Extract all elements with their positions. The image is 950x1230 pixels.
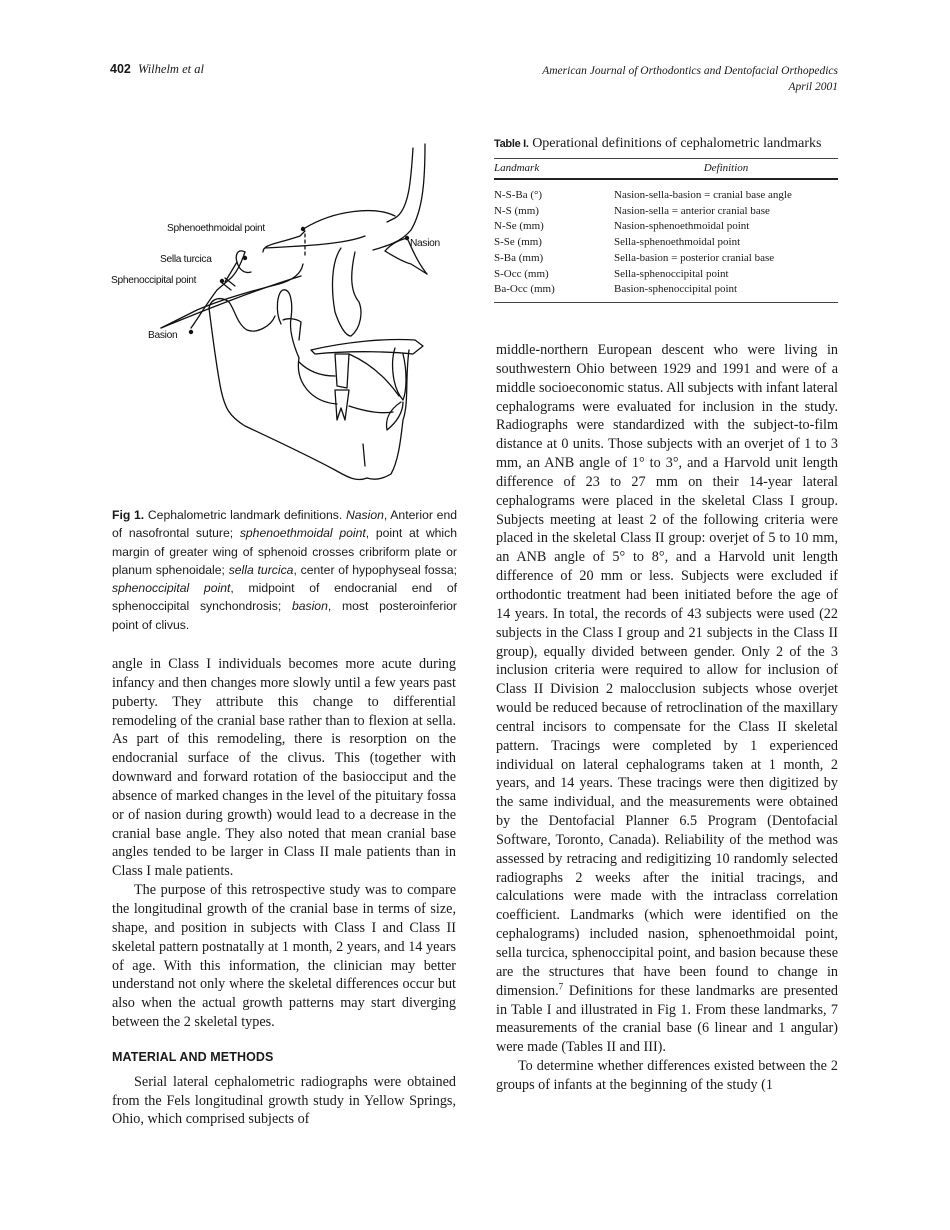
paragraph-text: middle-northern European descent who were living in southwestern Ohio between 1929 and 1991 and were of a middle socioeconomic status. All subjects with infant lateral cephalograms were evaluated for inclusion in the study. Radiographs were standardized with the subject-to-film distance at 0 units. Those subjects with an overjet of 1 to 3 mm, an ANB angle of 1° to 3°, and a Harvold unit length difference of 23 to 27 mm on their 14-year lateral cephalograms were placed in the skeletal Class I group. Subjects meeting at least 2 of the following criteria were placed in the skeletal Class II group: overjet of 5 to 10 mm, an ANB angle of 5° to 8°, and a Harvold unit length difference of 20 mm or less. Subjects were excluded if orthodontic treatment had been initiated before the age of 14 years. In total, the records of 43 subjects were used (22 subjects in the Class I group and 21 subjects in the Class II group), equally divided between gender. Only 2 of the 3 inclusion criteria were required to allow for inclusion of Class II Division 2 malocclusion subjects whose overjet would be reduced because of retroclination of the maxillary central incisors to compensate for the Class II skeletal pattern. Tracings were completed by 1 experienced individual on lateral cephalograms taken at 1 month, 2 years, and 14 years. These tracings were then digitized by the same individual, and the measurements were obtained by the Dentofacial Planner 6.5 Program (Dentofacial Software, Toronto, Canada). Reliability of the method was assessed by retracing and redigitizing 10 randomly selected radiographs 2 weeks after the initial tracings, and calculations were made with the intraclass correlation coefficient. Landmarks (which were identified on the cephalograms) included nasion, sphenoethmoidal point, sella turcica, sphenoccipital point, and basion because these are the structures that have been found to change in dimension. bbox=[496, 342, 839, 999]
table-title-text: Operational definitions of cephalometric landmarks bbox=[528, 136, 822, 151]
landmark-table bbox=[494, 158, 838, 303]
running-authors: Wilhelm et al bbox=[137, 62, 204, 76]
landmark-cell: S-Se (mm) bbox=[494, 236, 542, 249]
figure-caption bbox=[112, 506, 457, 634]
caption-def: , midpoint of endocranial end of sphenoccipital synchondrosis; bbox=[112, 581, 457, 614]
lower-molar bbox=[335, 390, 349, 420]
table-row bbox=[494, 235, 838, 251]
paragraph-text: Definitions for these landmarks are presented in Table I and illustrated in Fig 1. From these landmarks, 7 measurements of the cranial base (6 linear and 1 angular) were made (Tables II and III). bbox=[496, 982, 838, 1056]
symphysis bbox=[363, 444, 365, 466]
landmark-cell: N-Se (mm) bbox=[494, 220, 544, 233]
definition-cell: Sella-sphenoccipital point bbox=[614, 267, 729, 280]
label-sphenoccipital: Sphenoccipital point bbox=[111, 275, 197, 286]
running-header-right bbox=[542, 64, 838, 95]
journal-name: American Journal of Orthodontics and Dentofacial Orthopedics bbox=[542, 65, 838, 77]
nasion-dot bbox=[405, 236, 409, 240]
caption-term: sphenoccipital point bbox=[112, 581, 231, 596]
paragraph bbox=[496, 341, 838, 1057]
mandibular-canal bbox=[298, 358, 337, 404]
definition-cell: Basion-sphenoccipital point bbox=[614, 283, 738, 296]
label-basion: Basion bbox=[148, 330, 178, 341]
nasal-bone-lower bbox=[385, 251, 427, 274]
palate bbox=[311, 339, 423, 354]
definition-cell: Nasion-sphenoethmoidal point bbox=[614, 220, 750, 233]
label-sphenoethmoidal: Sphenoethmoidal point bbox=[167, 223, 265, 234]
sphenoethmoidal-dot bbox=[301, 227, 305, 231]
table-row bbox=[494, 282, 838, 302]
caption-intro: Cephalometric landmark definitions. bbox=[144, 508, 346, 522]
maxillary-alveolar bbox=[299, 362, 335, 376]
caption-term: Nasion bbox=[345, 508, 384, 522]
ramus-posterior bbox=[209, 308, 367, 480]
landmark-cell: N-S (mm) bbox=[494, 204, 539, 217]
lower-incisor bbox=[387, 402, 403, 430]
table-number: Table I. bbox=[494, 138, 529, 150]
condyle bbox=[209, 299, 275, 331]
running-header-left bbox=[110, 62, 204, 77]
section-heading: MATERIAL AND METHODS bbox=[112, 1049, 274, 1064]
page-number: 402 bbox=[110, 62, 131, 76]
table-header-landmark: Landmark bbox=[494, 159, 614, 180]
right-column bbox=[496, 341, 838, 1095]
caption-def: , Anterior end of nasofrontal suture; bbox=[112, 508, 458, 541]
landmark-cell: S-Ba (mm) bbox=[494, 251, 544, 264]
issue-date: April 2001 bbox=[788, 80, 838, 93]
paragraph: To determine whether differences existed between the 2 groups of infants at the beginning of the study (1 bbox=[496, 1058, 838, 1093]
cephalometric-tracing bbox=[105, 140, 465, 505]
definition-cell: Nasion-sella-basion = cranial base angle bbox=[614, 189, 792, 201]
table-row bbox=[494, 204, 838, 220]
greater-wing-lower bbox=[161, 264, 303, 328]
pterygomaxillary bbox=[333, 248, 361, 336]
frontal-bone-outline bbox=[387, 148, 413, 222]
definition-cell: Sella-basion = posterior cranial base bbox=[614, 251, 775, 264]
sella-dot bbox=[243, 256, 247, 260]
upper-molar bbox=[335, 354, 349, 388]
caption-number: Fig 1. bbox=[112, 508, 145, 522]
caption-term: basion bbox=[291, 599, 328, 614]
cribriform-line bbox=[263, 231, 305, 252]
landmark-cell: N-S-Ba (°) bbox=[494, 189, 543, 201]
caption-term: sphenoethmoidal point bbox=[239, 526, 366, 541]
definition-cell: Sella-sphenoethmoidal point bbox=[614, 236, 741, 249]
table-row bbox=[494, 251, 838, 267]
table-header-definition: Definition bbox=[614, 159, 838, 180]
table-row bbox=[494, 179, 838, 204]
caption-def: , point at which margin of greater wing of sphenoid crosses cribriform plate or planum sphenoidale; bbox=[112, 526, 457, 577]
paragraph: The purpose of this retrospective study was to compare the longitudinal growth of the cranial base in terms of size, shape, and position in subjects with Class I and Class II skeletal pattern postnatally at 1 month, 2 years, and 14 years of age. With this information, the clinician may better understand not only where the skeletal differences occur but also when the actual growth patterns may start diverging between the 2 skeletal types. bbox=[112, 882, 456, 1031]
left-column bbox=[112, 655, 456, 1129]
paragraph: angle in Class I individuals becomes more acute during infancy and then changes more slowly until a few years past puberty. They attribute this change to differential remodeling of the cranial base rather than to flexion at sella. As part of this remodeling, there is resorption on the endocranial surface of the clivus. This (together with downward and forward rotation of the basiocciput and the absence of marked changes in the level of the pituitary fossa or of nasion during growth) would lead to a decrease in the cranial base angle. They also noted that mean cranial base angles tended to be larger in Class II male patients than in Class I male patients. bbox=[112, 656, 456, 880]
table-1 bbox=[494, 136, 838, 303]
table-title bbox=[494, 136, 838, 152]
caption-def: , center of hypophyseal fossa; bbox=[293, 562, 457, 577]
upper-incisor bbox=[393, 348, 406, 400]
figure-1 bbox=[105, 140, 465, 505]
table-row bbox=[494, 219, 838, 235]
label-nasion: Nasion bbox=[410, 238, 440, 249]
frontal-bone-inner bbox=[373, 144, 425, 250]
reference-superscript: 7 bbox=[558, 980, 564, 991]
paragraph: Serial lateral cephalometric radiographs were obtained from the Fels longitudinal growth study in Yellow Springs, Ohio, which comprised subjects of bbox=[112, 1073, 456, 1128]
definition-cell: Nasion-sella = anterior cranial base bbox=[614, 204, 770, 217]
caption-term: sella turcica bbox=[228, 562, 294, 577]
table-row bbox=[494, 267, 838, 283]
landmark-cell: S-Occ (mm) bbox=[494, 267, 549, 280]
anterior-cranial-upper bbox=[305, 211, 395, 228]
sphenoccipital-dot bbox=[220, 279, 224, 283]
coronoid bbox=[277, 290, 299, 358]
label-sella: Sella turcica bbox=[160, 254, 212, 265]
landmark-cell: Ba-Occ (mm) bbox=[494, 283, 555, 296]
basion-dot bbox=[189, 330, 193, 334]
lower-occlusal bbox=[349, 406, 393, 413]
upper-alveolar bbox=[349, 354, 399, 396]
caption-def: , most posteroinferior point of clivus. bbox=[112, 599, 457, 632]
